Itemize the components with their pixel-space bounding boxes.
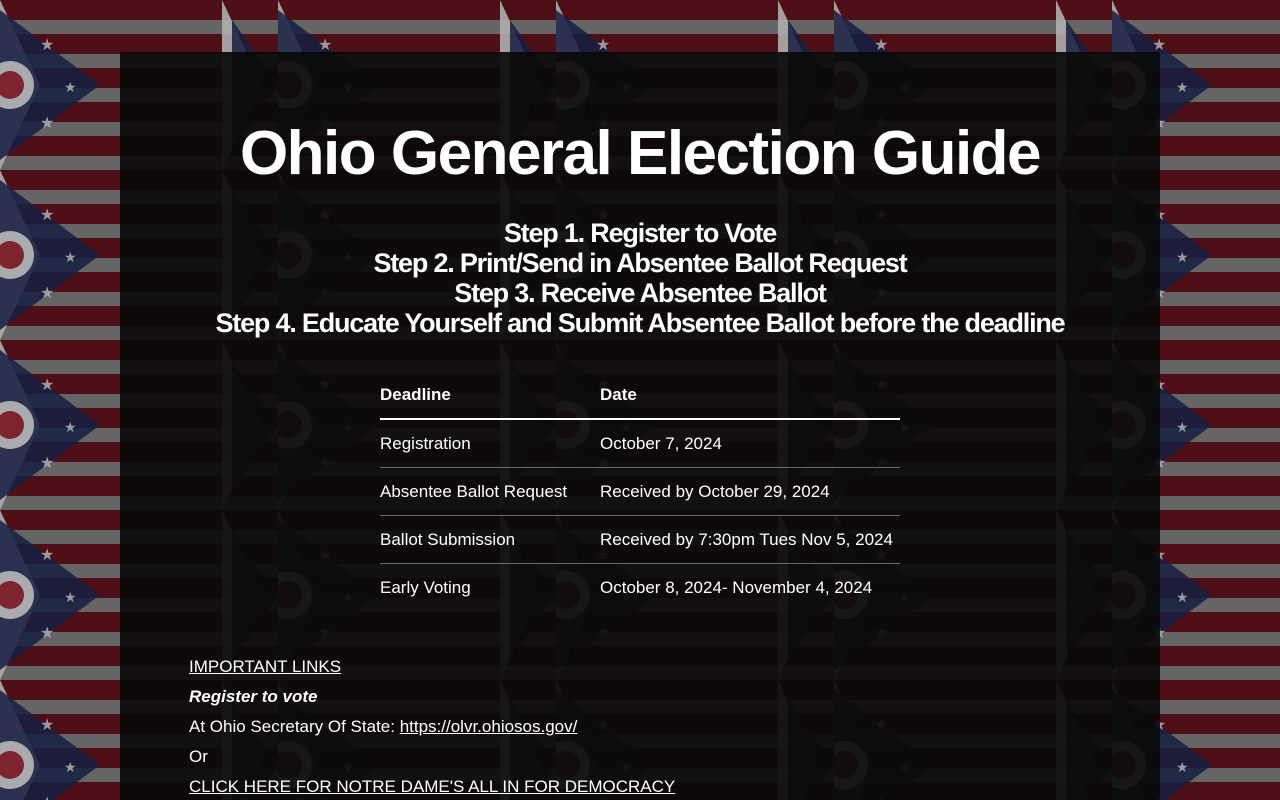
column-header-date: Date <box>600 372 900 419</box>
deadline-cell: Early Voting <box>380 577 471 597</box>
table-row <box>380 564 900 612</box>
or-text: Or <box>189 747 208 766</box>
table-row <box>380 419 900 468</box>
table-row <box>380 516 900 564</box>
step-1: Step 1. Register to Vote <box>503 218 777 248</box>
date-cell: Received by October 29, 2024 <box>600 468 900 516</box>
deadline-cell: Absentee Ballot Request <box>380 468 600 516</box>
date-cell: October 8, 2024- November 4, 2024 <box>600 577 873 597</box>
step-4: Step 4. Educate Yourself and Submit Absentee Ballot before the deadline <box>215 308 1065 338</box>
sos-link[interactable]: https://olvr.ohiosos.gov/ <box>399 717 578 736</box>
step-3: Step 3. Receive Absentee Ballot <box>454 278 826 308</box>
important-links-heading[interactable]: IMPORTANT LINKS <box>189 657 342 676</box>
deadline-cell: Registration <box>380 419 600 468</box>
table-header-row <box>380 372 900 419</box>
step-2: Step 2. Print/Send in Absentee Ballot Request <box>373 248 907 278</box>
sos-line <box>189 712 675 742</box>
steps-list <box>120 218 1160 338</box>
register-heading: Register to vote <box>189 687 318 706</box>
sos-prefix: At Ohio Secretary Of State: <box>189 717 400 736</box>
content-panel <box>120 52 1160 800</box>
page-title: Ohio General Election Guide <box>239 119 1041 188</box>
date-cell: October 7, 2024 <box>600 419 900 468</box>
important-links-section <box>189 652 675 800</box>
column-header-deadline: Deadline <box>380 372 600 419</box>
deadlines-table <box>380 372 900 611</box>
deadline-cell: Ballot Submission <box>380 516 600 564</box>
date-cell: Received by 7:30pm Tues Nov 5, 2024 <box>600 516 900 564</box>
table-row <box>380 468 900 516</box>
notre-dame-link[interactable]: CLICK HERE FOR NOTRE DAME'S ALL IN FOR DEMOCRACY <box>189 777 676 796</box>
